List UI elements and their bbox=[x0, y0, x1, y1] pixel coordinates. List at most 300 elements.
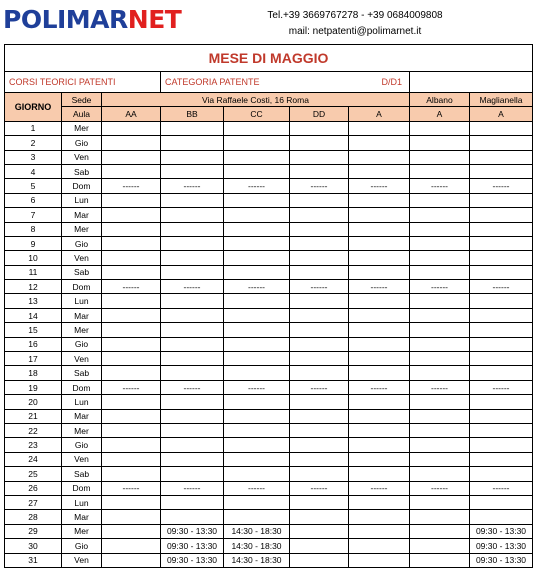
table-row bbox=[5, 323, 533, 337]
schedule-cell bbox=[410, 467, 470, 481]
schedule-cell: 09:30 - 13:30 bbox=[161, 524, 224, 538]
table-row bbox=[5, 294, 533, 308]
schedule-cell: 09:30 - 13:30 bbox=[470, 539, 533, 553]
schedule-cell bbox=[410, 423, 470, 437]
schedule-cell bbox=[349, 495, 410, 509]
schedule-cell bbox=[349, 510, 410, 524]
schedule-cell bbox=[102, 352, 161, 366]
title-row bbox=[5, 45, 533, 72]
schedule-cell bbox=[349, 524, 410, 538]
schedule-cell bbox=[224, 236, 290, 250]
schedule-cell bbox=[349, 539, 410, 553]
day-number: 5 bbox=[5, 179, 62, 193]
schedule-cell bbox=[161, 510, 224, 524]
schedule-cell bbox=[224, 136, 290, 150]
schedule-cell bbox=[161, 150, 224, 164]
schedule-cell bbox=[224, 323, 290, 337]
schedule-cell: ------ bbox=[161, 380, 224, 394]
schedule-cell: ------ bbox=[161, 481, 224, 495]
schedule-cell bbox=[224, 452, 290, 466]
schedule-cell bbox=[102, 323, 161, 337]
weekday: Ven bbox=[62, 251, 102, 265]
schedule-cell bbox=[224, 150, 290, 164]
table-row bbox=[5, 150, 533, 164]
schedule-cell bbox=[290, 452, 349, 466]
day-number: 30 bbox=[5, 539, 62, 553]
schedule-cell bbox=[161, 409, 224, 423]
schedule-cell bbox=[161, 337, 224, 351]
schedule-cell bbox=[290, 308, 349, 322]
schedule-cell bbox=[224, 337, 290, 351]
schedule-cell bbox=[161, 251, 224, 265]
table-row bbox=[5, 395, 533, 409]
schedule-cell bbox=[102, 251, 161, 265]
aula-label: Aula bbox=[62, 107, 102, 121]
weekday: Gio bbox=[62, 539, 102, 553]
schedule-cell bbox=[290, 294, 349, 308]
schedule-cell bbox=[470, 193, 533, 207]
schedule-cell bbox=[470, 395, 533, 409]
day-number: 4 bbox=[5, 164, 62, 178]
category-value: D/D1 bbox=[381, 77, 403, 87]
schedule-cell bbox=[224, 251, 290, 265]
table-row bbox=[5, 222, 533, 236]
schedule-cell bbox=[161, 352, 224, 366]
schedule-cell bbox=[410, 136, 470, 150]
schedule-cell bbox=[410, 236, 470, 250]
day-number: 15 bbox=[5, 323, 62, 337]
schedule-cell bbox=[290, 222, 349, 236]
schedule-cell: ------ bbox=[102, 380, 161, 394]
table-row bbox=[5, 337, 533, 351]
schedule-cell: ------ bbox=[224, 179, 290, 193]
day-number: 24 bbox=[5, 452, 62, 466]
day-number: 22 bbox=[5, 423, 62, 437]
schedule-cell: 14:30 - 18:30 bbox=[224, 524, 290, 538]
weekday: Lun bbox=[62, 294, 102, 308]
schedule-cell bbox=[410, 366, 470, 380]
day-number: 12 bbox=[5, 280, 62, 294]
schedule-cell bbox=[102, 510, 161, 524]
schedule-cell bbox=[224, 222, 290, 236]
schedule-cell bbox=[349, 236, 410, 250]
aula-header: CC bbox=[224, 107, 290, 121]
schedule-cell bbox=[102, 395, 161, 409]
weekday: Mer bbox=[62, 121, 102, 135]
schedule-cell bbox=[224, 193, 290, 207]
schedule-cell: ------ bbox=[410, 380, 470, 394]
schedule-cell bbox=[102, 553, 161, 567]
weekday: Gio bbox=[62, 438, 102, 452]
schedule-cell: 09:30 - 13:30 bbox=[161, 539, 224, 553]
aula-header: AA bbox=[102, 107, 161, 121]
schedule-cell bbox=[470, 150, 533, 164]
schedule-cell bbox=[161, 294, 224, 308]
table-row bbox=[5, 366, 533, 380]
schedule-cell bbox=[470, 366, 533, 380]
subtitle-row bbox=[5, 72, 533, 93]
weekday: Mer bbox=[62, 222, 102, 236]
schedule-cell bbox=[410, 121, 470, 135]
logo-text-net: NET bbox=[127, 5, 182, 34]
schedule-cell bbox=[410, 438, 470, 452]
day-number: 9 bbox=[5, 236, 62, 250]
schedule-cell bbox=[349, 136, 410, 150]
weekday: Mer bbox=[62, 524, 102, 538]
table-row bbox=[5, 380, 533, 394]
schedule-cell bbox=[470, 222, 533, 236]
schedule-cell bbox=[470, 164, 533, 178]
schedule-cell bbox=[102, 452, 161, 466]
schedule-cell bbox=[410, 193, 470, 207]
weekday: Mar bbox=[62, 510, 102, 524]
day-number: 1 bbox=[5, 121, 62, 135]
schedule-cell bbox=[410, 553, 470, 567]
table-row bbox=[5, 409, 533, 423]
sede-maglianella: Maglianella bbox=[470, 93, 533, 107]
sede-albano: Albano bbox=[410, 93, 470, 107]
schedule-cell bbox=[290, 236, 349, 250]
schedule-cell bbox=[410, 395, 470, 409]
schedule-cell: ------ bbox=[410, 481, 470, 495]
weekday: Mar bbox=[62, 308, 102, 322]
schedule-cell bbox=[349, 265, 410, 279]
schedule-cell bbox=[102, 265, 161, 279]
schedule-cell bbox=[410, 337, 470, 351]
weekday: Dom bbox=[62, 179, 102, 193]
schedule-cell bbox=[224, 294, 290, 308]
schedule-cell bbox=[410, 495, 470, 509]
table-row bbox=[5, 423, 533, 437]
schedule-cell bbox=[290, 265, 349, 279]
schedule-cell bbox=[102, 236, 161, 250]
schedule-cell bbox=[102, 294, 161, 308]
schedule-cell bbox=[470, 510, 533, 524]
day-number: 29 bbox=[5, 524, 62, 538]
schedule-table bbox=[4, 44, 533, 568]
schedule-cell bbox=[290, 121, 349, 135]
schedule-cell bbox=[349, 366, 410, 380]
schedule-cell: ------ bbox=[290, 179, 349, 193]
schedule-cell bbox=[470, 323, 533, 337]
schedule-cell bbox=[290, 510, 349, 524]
schedule-cell bbox=[161, 423, 224, 437]
schedule-cell bbox=[102, 193, 161, 207]
schedule-cell bbox=[161, 467, 224, 481]
schedule-cell bbox=[470, 452, 533, 466]
day-number: 23 bbox=[5, 438, 62, 452]
schedule-cell bbox=[290, 438, 349, 452]
schedule-cell bbox=[224, 208, 290, 222]
schedule-cell bbox=[410, 150, 470, 164]
schedule-cell bbox=[410, 265, 470, 279]
schedule-cell bbox=[290, 323, 349, 337]
table-row bbox=[5, 352, 533, 366]
table-row bbox=[5, 193, 533, 207]
day-number: 16 bbox=[5, 337, 62, 351]
schedule-cell bbox=[290, 539, 349, 553]
schedule-cell: ------ bbox=[224, 280, 290, 294]
aula-row bbox=[5, 107, 533, 121]
schedule-cell: ------ bbox=[102, 481, 161, 495]
schedule-cell bbox=[290, 495, 349, 509]
schedule-cell: ------ bbox=[470, 179, 533, 193]
subtitle-courses: CORSI TEORICI PATENTI bbox=[5, 72, 161, 93]
weekday: Ven bbox=[62, 352, 102, 366]
schedule-cell: ------ bbox=[224, 481, 290, 495]
contact-phone: Tel.+39 3669767278 - +39 0684009808 bbox=[267, 10, 443, 21]
day-number: 31 bbox=[5, 553, 62, 567]
schedule-cell bbox=[349, 452, 410, 466]
day-number: 26 bbox=[5, 481, 62, 495]
schedule-cell bbox=[470, 495, 533, 509]
schedule-cell: ------ bbox=[102, 179, 161, 193]
schedule-cell bbox=[349, 251, 410, 265]
day-number: 10 bbox=[5, 251, 62, 265]
schedule-cell bbox=[410, 294, 470, 308]
schedule-cell: 14:30 - 18:30 bbox=[224, 539, 290, 553]
schedule-cell bbox=[470, 409, 533, 423]
schedule-cell bbox=[410, 208, 470, 222]
sede-main: Via Raffaele Costi, 16 Roma bbox=[102, 93, 410, 107]
schedule-cell bbox=[290, 337, 349, 351]
schedule-cell bbox=[470, 136, 533, 150]
schedule-cell bbox=[410, 524, 470, 538]
weekday: Gio bbox=[62, 337, 102, 351]
schedule-cell bbox=[410, 452, 470, 466]
schedule-cell bbox=[290, 423, 349, 437]
aula-header: BB bbox=[161, 107, 224, 121]
schedule-cell bbox=[290, 352, 349, 366]
schedule-cell bbox=[161, 395, 224, 409]
schedule-cell bbox=[470, 251, 533, 265]
table-row bbox=[5, 179, 533, 193]
schedule-cell bbox=[470, 236, 533, 250]
schedule-cell bbox=[102, 150, 161, 164]
day-number: 28 bbox=[5, 510, 62, 524]
schedule-cell: ------ bbox=[349, 380, 410, 394]
schedule-cell bbox=[290, 193, 349, 207]
schedule-cell bbox=[410, 510, 470, 524]
weekday: Ven bbox=[62, 452, 102, 466]
schedule-cell bbox=[224, 467, 290, 481]
schedule-cell bbox=[349, 438, 410, 452]
schedule-cell bbox=[161, 193, 224, 207]
schedule-cell bbox=[102, 308, 161, 322]
weekday: Ven bbox=[62, 553, 102, 567]
schedule-cell: 09:30 - 13:30 bbox=[470, 524, 533, 538]
schedule-cell bbox=[102, 164, 161, 178]
schedule-cell bbox=[349, 553, 410, 567]
schedule-cell: ------ bbox=[102, 280, 161, 294]
schedule-cell bbox=[290, 136, 349, 150]
table-row bbox=[5, 510, 533, 524]
table-row bbox=[5, 524, 533, 538]
weekday: Lun bbox=[62, 395, 102, 409]
schedule-cell bbox=[349, 308, 410, 322]
schedule-cell bbox=[161, 208, 224, 222]
schedule-cell bbox=[410, 222, 470, 236]
weekday: Dom bbox=[62, 380, 102, 394]
schedule-cell bbox=[102, 208, 161, 222]
schedule-cell bbox=[349, 222, 410, 236]
day-number: 3 bbox=[5, 150, 62, 164]
schedule-cell bbox=[224, 495, 290, 509]
table-row bbox=[5, 136, 533, 150]
logo-text-polimar: POLIMAR bbox=[3, 5, 128, 34]
schedule-cell bbox=[410, 308, 470, 322]
schedule-cell bbox=[349, 208, 410, 222]
schedule-cell bbox=[102, 222, 161, 236]
table-row bbox=[5, 467, 533, 481]
schedule-cell bbox=[102, 366, 161, 380]
schedule-cell bbox=[102, 136, 161, 150]
schedule-cell bbox=[349, 294, 410, 308]
weekday: Sab bbox=[62, 366, 102, 380]
polimarnet-logo bbox=[3, 6, 181, 34]
schedule-cell bbox=[470, 337, 533, 351]
table-row bbox=[5, 495, 533, 509]
schedule-cell bbox=[470, 467, 533, 481]
schedule-cell bbox=[290, 251, 349, 265]
schedule-cell bbox=[161, 265, 224, 279]
day-number: 7 bbox=[5, 208, 62, 222]
table-row bbox=[5, 308, 533, 322]
schedule-cell: ------ bbox=[349, 481, 410, 495]
weekday: Gio bbox=[62, 236, 102, 250]
schedule-cell bbox=[290, 164, 349, 178]
day-number: 2 bbox=[5, 136, 62, 150]
schedule-cell: ------ bbox=[290, 280, 349, 294]
sede-row bbox=[5, 93, 533, 107]
schedule-cell bbox=[410, 539, 470, 553]
weekday: Mar bbox=[62, 409, 102, 423]
schedule-cell bbox=[161, 121, 224, 135]
day-number: 19 bbox=[5, 380, 62, 394]
schedule-cell bbox=[102, 423, 161, 437]
giorno-header: GIORNO bbox=[5, 93, 62, 122]
schedule-cell: ------ bbox=[349, 280, 410, 294]
schedule-cell bbox=[410, 323, 470, 337]
weekday: Sab bbox=[62, 265, 102, 279]
schedule-cell bbox=[224, 409, 290, 423]
schedule-cell bbox=[161, 438, 224, 452]
weekday: Mar bbox=[62, 208, 102, 222]
day-number: 13 bbox=[5, 294, 62, 308]
month-title: MESE DI MAGGIO bbox=[5, 45, 533, 72]
schedule-cell bbox=[470, 308, 533, 322]
table-row bbox=[5, 553, 533, 567]
category-label: CATEGORIA PATENTE bbox=[165, 77, 260, 87]
schedule-cell: ------ bbox=[410, 179, 470, 193]
schedule-cell: ------ bbox=[224, 380, 290, 394]
aula-header: A bbox=[349, 107, 410, 121]
table-row bbox=[5, 121, 533, 135]
schedule-cell bbox=[161, 495, 224, 509]
schedule-cell: ------ bbox=[290, 481, 349, 495]
schedule-cell bbox=[470, 121, 533, 135]
schedule-cell bbox=[161, 366, 224, 380]
weekday: Lun bbox=[62, 193, 102, 207]
schedule-cell bbox=[102, 337, 161, 351]
schedule-cell bbox=[161, 164, 224, 178]
weekday: Mer bbox=[62, 323, 102, 337]
schedule-cell: ------ bbox=[470, 481, 533, 495]
schedule-cell bbox=[224, 164, 290, 178]
schedule-cell bbox=[349, 164, 410, 178]
schedule-cell bbox=[290, 467, 349, 481]
day-number: 11 bbox=[5, 265, 62, 279]
table-row bbox=[5, 539, 533, 553]
schedule-cell: ------ bbox=[470, 280, 533, 294]
day-number: 27 bbox=[5, 495, 62, 509]
schedule-cell: ------ bbox=[290, 380, 349, 394]
day-number: 20 bbox=[5, 395, 62, 409]
schedule-cell: 09:30 - 13:30 bbox=[161, 553, 224, 567]
weekday: Mer bbox=[62, 423, 102, 437]
schedule-cell bbox=[290, 208, 349, 222]
schedule-cell bbox=[349, 352, 410, 366]
day-number: 6 bbox=[5, 193, 62, 207]
subtitle-empty bbox=[410, 72, 533, 93]
schedule-cell bbox=[290, 150, 349, 164]
schedule-cell bbox=[349, 150, 410, 164]
schedule-cell: ------ bbox=[470, 380, 533, 394]
schedule-cell bbox=[349, 337, 410, 351]
schedule-cell: 09:30 - 13:30 bbox=[470, 553, 533, 567]
schedule-cell bbox=[290, 553, 349, 567]
contact-mail: mail: netpatenti@polimarnet.it bbox=[288, 26, 422, 37]
schedule-cell bbox=[290, 524, 349, 538]
table-row bbox=[5, 164, 533, 178]
schedule-cell bbox=[102, 409, 161, 423]
day-number: 25 bbox=[5, 467, 62, 481]
schedule-cell bbox=[470, 352, 533, 366]
day-number: 8 bbox=[5, 222, 62, 236]
schedule-cell bbox=[224, 395, 290, 409]
schedule-cell bbox=[410, 251, 470, 265]
schedule-cell bbox=[102, 495, 161, 509]
schedule-cell bbox=[224, 438, 290, 452]
schedule-cell bbox=[161, 308, 224, 322]
weekday: Dom bbox=[62, 481, 102, 495]
schedule-cell bbox=[349, 409, 410, 423]
table-row bbox=[5, 208, 533, 222]
schedule-cell bbox=[410, 164, 470, 178]
schedule-cell: ------ bbox=[410, 280, 470, 294]
table-row bbox=[5, 251, 533, 265]
schedule-cell: ------ bbox=[161, 179, 224, 193]
schedule-cell bbox=[161, 222, 224, 236]
schedule-cell bbox=[349, 395, 410, 409]
schedule-cell bbox=[102, 121, 161, 135]
schedule-cell bbox=[161, 323, 224, 337]
schedule-cell bbox=[161, 136, 224, 150]
weekday: Lun bbox=[62, 495, 102, 509]
aula-header: A bbox=[410, 107, 470, 121]
schedule-cell bbox=[290, 366, 349, 380]
schedule-cell bbox=[470, 423, 533, 437]
schedule-cell bbox=[349, 467, 410, 481]
schedule-cell bbox=[290, 395, 349, 409]
weekday: Sab bbox=[62, 467, 102, 481]
schedule-cell bbox=[410, 352, 470, 366]
day-number: 18 bbox=[5, 366, 62, 380]
aula-header: DD bbox=[290, 107, 349, 121]
schedule-cell: ------ bbox=[349, 179, 410, 193]
schedule-cell bbox=[224, 510, 290, 524]
schedule-cell bbox=[290, 409, 349, 423]
